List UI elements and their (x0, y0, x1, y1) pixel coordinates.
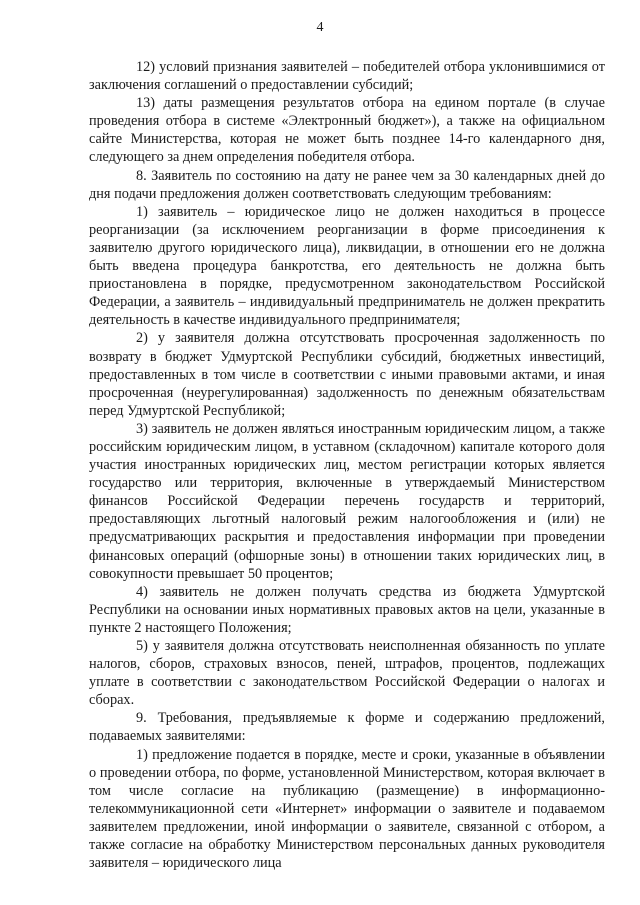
paragraph-requirement-5: 5) у заявителя должна отсутствовать неисполненная обязанность по уплате налогов, сборов, страховых взносов, пеней, штрафов, процентов, подлежащих уплате в соответствии с законодательством Российской Федерации о налогах и сборах. (89, 638, 605, 709)
paragraph-requirement-1: 1) заявитель – юридическое лицо не должен находиться в процессе реорганизации (за исключением реорганизации в форме присоединения к заявителю другого юридического лица), ликвидации, в отношении его не должна быть введена процедура банкротства, его деятельность не должна быть приостановлена в порядке, предусмотренном законодательством Российской Федерации, а заявитель – индивидуальный предприниматель не должен прекратить деятельность в качестве индивидуального предпринимателя; (89, 203, 605, 329)
paragraph-requirement-3: 3) заявитель не должен являться иностранным юридическим лицом, а также российским юридическим лицом, в уставном (складочном) капитале которого доля участия иностранных юридических лиц, местом регистрации которых является государство или территория, включенные в утверждаемый Министерством финансов Российской Федерации перечень государств и территорий, предоставляющих льготный налоговый режим налогообложения и (или) не предусматривающих раскрытия и предоставления информации при проведении финансовых операций (офшорные зоны) в отношении таких юридических лиц, в совокупности превышает 50 процентов; (89, 420, 605, 582)
paragraph-section-9: 9. Требования, предъявляемые к форме и содержанию предложений, подаваемых заявителями: (89, 710, 605, 745)
paragraph-proposal-1: 1) предложение подается в порядке, месте и сроки, указанные в объявлении о проведении отбора, по форме, установленной Министерством, которая включает в том числе согласие на публикацию (размещение) в информационно-телекоммуникационной сети «Интернет» информации о заявителе и подаваемом заявителем предложении, иной информации о заявителе, связанной с отбором, а также согласие на обработку Министерством персональных данных руководителя заявителя – юридического лица (89, 746, 605, 872)
paragraph-item-12: 12) условий признания заявителей – победителей отбора уклонившимися от заключения соглашений о предоставлении субсидий; (89, 59, 605, 94)
paragraph-requirement-4: 4) заявитель не должен получать средства из бюджета Удмуртской Республики на основании иных нормативных правовых актов на цели, указанные в пункте 2 настоящего Положения; (89, 583, 605, 636)
page-number: 4 (316, 20, 324, 35)
paragraph-item-13: 13) даты размещения результатов отбора на едином портале (в случае проведения отбора в системе «Электронный бюджет»), а также на официальном сайте Министерства, которая не может быть позднее 14-го календарного дня, следующего за днем определения победителя отбора. (89, 95, 605, 166)
document-body (89, 58, 605, 872)
paragraph-requirement-2: 2) у заявителя должна отсутствовать просроченная задолженность по возврату в бюджет Удмуртской Республики субсидий, бюджетных инвестиций, предоставленных в том числе в соответствии с иными правовыми актами, и иная просроченная (неурегулированная) задолженность по денежным обязательствам перед Удмуртской Республикой; (89, 330, 605, 419)
paragraph-section-8: 8. Заявитель по состоянию на дату не ранее чем за 30 календарных дней до дня подачи предложения должен соответствовать следующим требованиям: (89, 167, 605, 202)
